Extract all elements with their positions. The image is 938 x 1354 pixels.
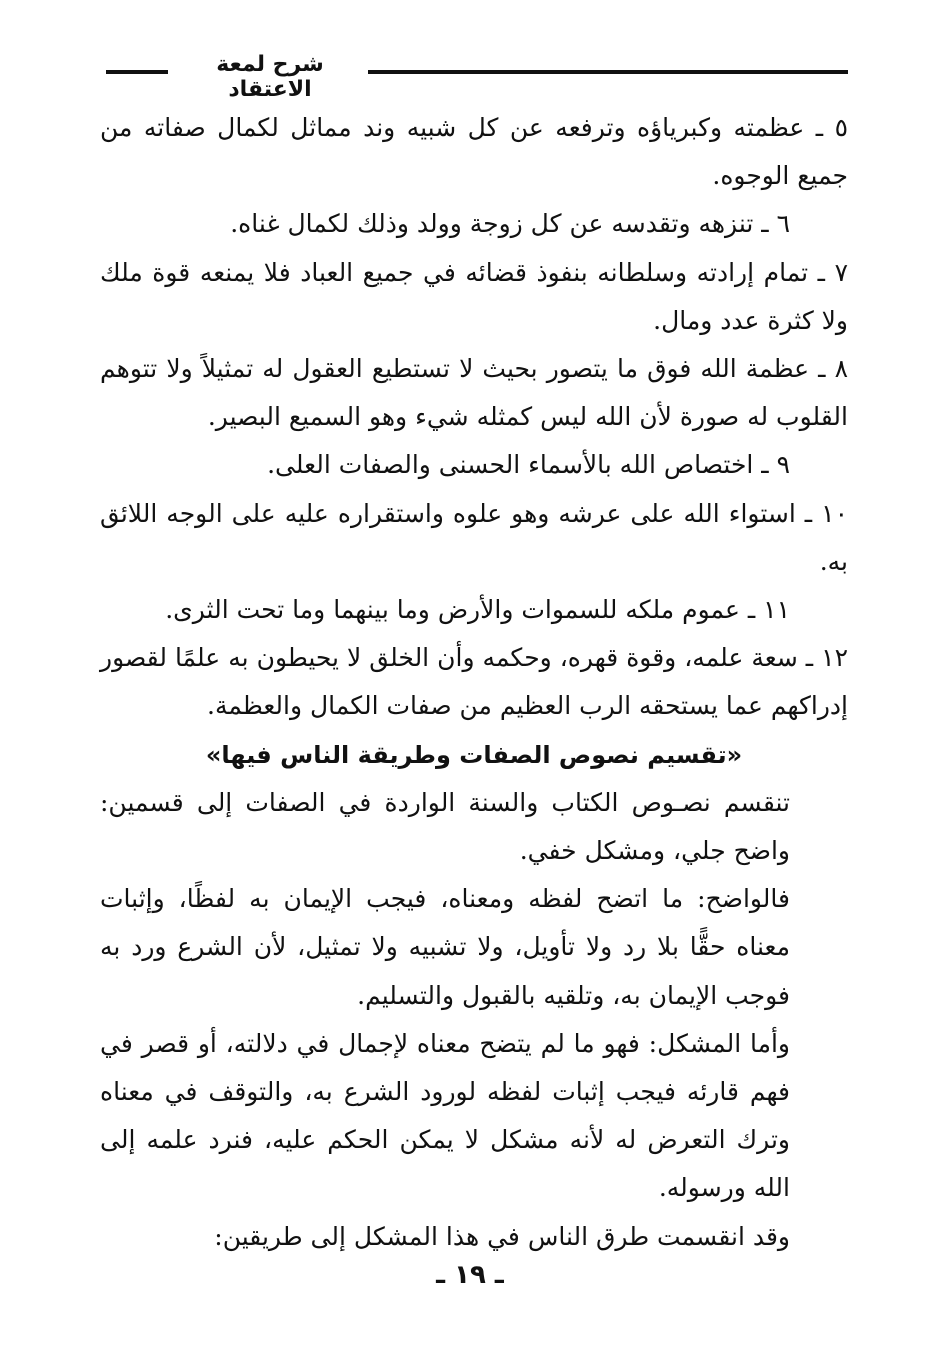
- list-item-5: ٥ ـ عظمته وكبرياؤه وترفعه عن كل شبيه وند مماثل لكمال صفاته من جميع الوجوه.: [100, 113, 848, 191]
- list-item-9: ٩ ـ اختصاص الله بالأسماء الحسنى والصفات العلى.: [267, 450, 790, 480]
- paragraph-division: تنقسم نصـوص الكتاب والسنة الواردة في الصفات إلى قسمين: واضح جلي، ومشكل خفي.: [100, 787, 790, 866]
- page-number: ـ ١٩ ـ: [436, 1260, 504, 1290]
- page-body: [100, 104, 848, 1261]
- paragraph-two-ways: وقد انقسمت طرق الناس في هذا المشكل إلى طريقين:: [214, 1221, 790, 1251]
- list-item-7: ٧ ـ تمام إرادته وسلطانه بنفوذ قضائه في جميع العباد فلا يمنعه قوة ملك ولا كثرة عدد ومال.: [100, 257, 848, 335]
- header-rule-left: [106, 70, 168, 74]
- list-item-6: ٦ ـ تنزهه وتقدسه عن كل زوجة وولد وذلك لكمال غناه.: [230, 209, 790, 239]
- list-item-10: ١٠ ـ استواء الله على عرشه وهو علوه واستقراره عليه على الوجه اللائق به.: [100, 498, 848, 576]
- list-item-12: ١٢ ـ سعة علمه، وقوة قهره، وحكمه وأن الخلق لا يحيطون به علمًا لقصور إدراكهم عما يستحقه الرب العظيم من صفات الكمال والعظمة.: [100, 643, 848, 721]
- paragraph-ambiguous-texts: وأما المشكل: فهو ما لم يتضح معناه لإجمال في دلالته، أو قصر في فهم قارئه فيجب إثبات لفظه لورود الشرع به، والتوقف في معناه وترك التعرض له لأنه مشكل لا يمكن الحكم عليه، فنرد علمه إلى الله ورسوله.: [100, 1028, 790, 1203]
- header-rule-right: [368, 70, 848, 74]
- list-item-11: ١١ ـ عموم ملكه للسموات والأرض وما بينهما وما تحت الثرى.: [165, 595, 790, 625]
- header-title: شرح لمعة الاعتقاد: [216, 52, 324, 102]
- section-heading: «تقسيم نصوص الصفات وطريقة الناس فيها»: [205, 740, 743, 769]
- running-header: [100, 50, 850, 102]
- paragraph-clear-texts: فالواضح: ما اتضح لفظه ومعناه، فيجب الإيمان به لفظًا، وإثبات معناه حقًّا بلا رد ولا تأويل، ولا تشبيه ولا تمثيل، لأن الشرع ورد به فوجب الإيمان به، وتلقيه بالقبول والتسليم.: [100, 884, 790, 1010]
- list-item-8: ٨ ـ عظمة الله فوق ما يتصور بحيث لا تستطيع العقول له تمثيلاً ولا تتوهم القلوب له صورة لأن الله ليس كمثله شيء وهو السميع البصير.: [100, 354, 848, 432]
